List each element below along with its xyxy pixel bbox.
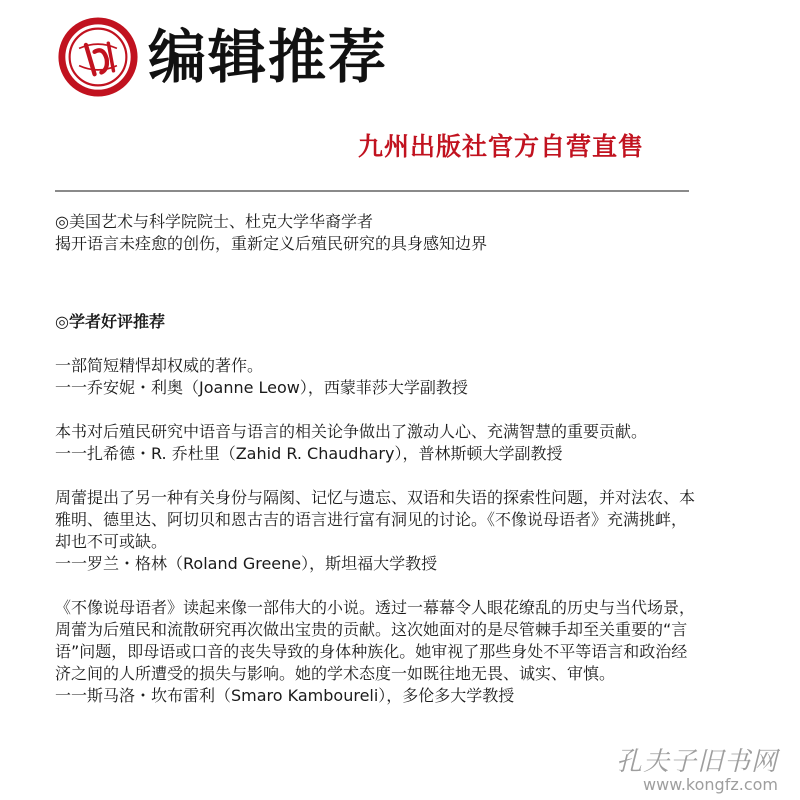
review-quote: 《不像说母语者》读起来像一部伟大的小说。透过一幕幕令人眼花缭乱的历史与当代场景，周蕾为后殖民和流散研究再次做出宝贵的贡献。这次她面对的是尽管棘手却至关重要的“言语”问题，即母语或口音的丧失导致的身体种族化。她审视了那些身处不平等语言和政治经济之间的人所遭受的损失与影响。她的学术态度一如既往地无畏、诚实、审慎。 (55, 598, 696, 683)
review-attribution: 一一罗兰・格林（Roland Greene），斯坦福大学教授 (55, 554, 438, 573)
watermark-name: 孔夫子旧书网 (615, 746, 778, 777)
review-item (55, 487, 695, 575)
intro-line: ◎美国艺术与科学院院士、杜克大学华裔学者 (55, 212, 373, 231)
review-attribution: 一一乔安妮・利奥（Joanne Leow），西蒙菲莎大学副教授 (55, 378, 468, 397)
site-watermark (616, 748, 778, 794)
review-quote: 一部简短精悍却权威的著作。 (55, 356, 264, 375)
review-item (55, 355, 695, 399)
review-attribution: 一一扎希德・R. 乔杜里（Zahid R. Chaudhary），普林斯顿大学副教授 (55, 444, 563, 463)
section-heading: ◎学者好评推荐 (55, 312, 165, 331)
review-quote: 周蕾提出了另一种有关身份与隔阂、记忆与遗忘、双语和失语的探索性问题，并对法农、本雅明、德里达、阿切贝和恩古吉的语言进行富有洞见的讨论。《不像说母语者》充满挑衅，却也不可或缺。 (55, 488, 696, 551)
page-title: 编辑推荐 (148, 23, 389, 91)
header-divider (55, 190, 689, 192)
review-item (55, 597, 695, 707)
publisher-logo (55, 14, 141, 100)
review-attribution: 一一斯马洛・坎布雷利（Smaro Kamboureli），多伦多大学教授 (55, 686, 515, 705)
intro-line: 揭开语言未痊愈的创伤，重新定义后殖民研究的具身感知边界 (55, 234, 488, 253)
review-item (55, 421, 695, 465)
watermark-url: www.kongfz.com (643, 775, 778, 795)
publisher-tagline: 九州出版社官方自营直售 (358, 132, 645, 161)
intro-block (55, 211, 695, 255)
review-quote: 本书对后殖民研究中语音与语言的相关论争做出了激动人心、充满智慧的重要贡献。 (55, 422, 648, 441)
article-body (55, 211, 695, 729)
